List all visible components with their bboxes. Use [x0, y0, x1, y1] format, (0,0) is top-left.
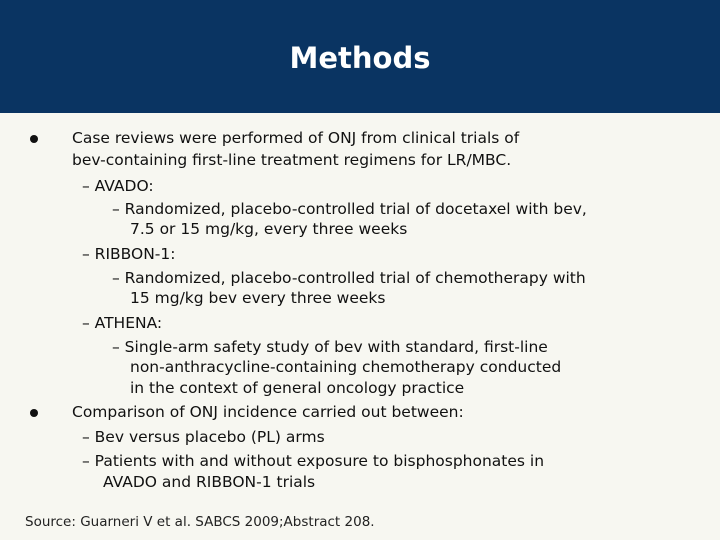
avado-detail-line-2: 7.5 or 15 mg/kg, every three weeks [130, 220, 408, 238]
bullet-2-subitem-2-line-1: – Patients with and without exposure to bisphosphonates in [82, 452, 545, 470]
athena-detail-line-2: non-anthracycline-containing chemotherapy conducted [130, 358, 562, 376]
subitem-athena-label: – ATHENA: [82, 314, 163, 332]
ribbon1-detail-line-2: 15 mg/kg bev every three weeks [130, 289, 386, 307]
source-citation: Source: Guarneri V et al. SABCS 2009;Abstract 208. [25, 514, 375, 530]
bullet-2-line-1: Comparison of ONJ incidence carried out between: [72, 403, 464, 421]
bullet-2-subitem-1: – Bev versus placebo (PL) arms [82, 428, 325, 446]
athena-detail-line-3: in the context of general oncology practice [130, 379, 465, 397]
avado-detail-line-1: – Randomized, placebo-controlled trial of docetaxel with bev, [112, 200, 587, 218]
athena-detail-line-1: – Single-arm safety study of bev with standard, first-line [112, 338, 548, 356]
slide-title: Methods [289, 41, 431, 75]
bullet-marker [30, 135, 38, 143]
title-banner [0, 0, 720, 113]
bullet-2-subitem-2-line-2: AVADO and RIBBON-1 trials [103, 473, 316, 491]
bullet-1-line-2: bev-containing first-line treatment regimens for LR/MBC. [72, 151, 512, 169]
subitem-avado-label: – AVADO: [82, 177, 154, 195]
bullet-marker [30, 409, 38, 417]
subitem-ribbon1-label: – RIBBON-1: [82, 245, 176, 263]
ribbon1-detail-line-1: – Randomized, placebo-controlled trial of chemotherapy with [112, 269, 586, 287]
bullet-1-line-1: Case reviews were performed of ONJ from clinical trials of [72, 129, 520, 147]
